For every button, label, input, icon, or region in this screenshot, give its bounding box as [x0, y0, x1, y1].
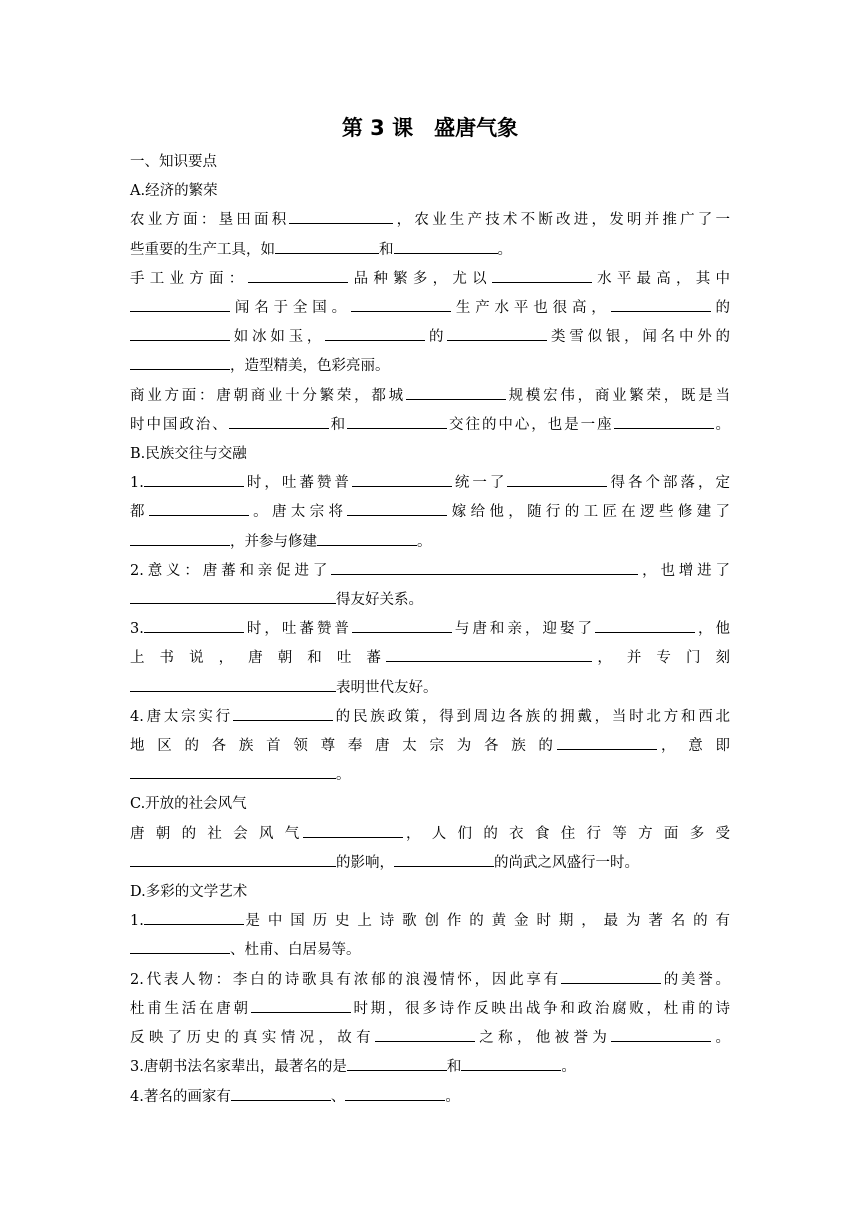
paragraph-d1-line2: 、杜甫、白居易等。 — [130, 936, 730, 965]
subsection-heading-c: C.开放的社会风气 — [130, 796, 247, 813]
blank-field[interactable] — [130, 355, 230, 370]
blank-field[interactable] — [557, 735, 657, 750]
paragraph-agriculture-line2: 些重要的生产工具，如 和 。 — [130, 236, 730, 265]
blank-field[interactable] — [331, 560, 638, 575]
paragraph-b1-line2: 都 。唐太宗将 嫁给他，随行的工匠在逻些修建了 — [130, 498, 730, 527]
paragraph-agriculture-line1: 农业方面：垦田面积 ，农业生产技术不断改进，发明并推广了一 — [130, 206, 730, 235]
blank-field[interactable] — [347, 501, 447, 516]
paragraph-b1-line3: ，并参与修建 。 — [130, 528, 730, 557]
blank-field[interactable] — [130, 531, 230, 546]
paragraph-b2-line1: 2.意义：唐蕃和亲促进了 ，也增进了 — [130, 557, 730, 586]
page-title: 第 3 课 盛唐气象 — [341, 116, 519, 140]
blank-field[interactable] — [275, 239, 379, 254]
blank-field[interactable] — [461, 1056, 561, 1071]
blank-field[interactable] — [248, 268, 348, 283]
paragraph-commerce-line2: 时中国政治、 和 交往的中心，也是一座 。 — [130, 411, 730, 440]
section-heading: 一、知识要点 — [130, 154, 217, 170]
paragraph-b3-line1: 3. 时，吐蕃赞普 与唐和亲，迎娶了 ，他 — [130, 615, 730, 644]
paragraph-d1-line1: 1. 是 中 国 历 史 上 诗 歌 创 作 的 黄 金 时 期 ， 最 为 著 名 的 有 — [130, 907, 730, 936]
paragraph-d2-line2: 杜甫生活在唐朝 时期，很多诗作反映出战争和政治腐败，杜甫的诗 — [130, 995, 730, 1024]
blank-field[interactable] — [251, 998, 351, 1013]
paragraph-b1-line1: 1. 时，吐蕃赞普 统一了 得各个部落，定 — [130, 469, 730, 498]
paragraph-b4-line3: 。 — [130, 761, 730, 790]
blank-field[interactable] — [406, 385, 506, 400]
blank-field[interactable] — [386, 647, 592, 662]
subsection-heading-b: B.民族交往与交融 — [130, 446, 247, 463]
blank-field[interactable] — [130, 764, 336, 779]
blank-field[interactable] — [347, 1056, 447, 1071]
paragraph-handicraft-line2: 闻名于全国。 生产水平也很高， 的 — [130, 294, 730, 323]
blank-field[interactable] — [447, 326, 547, 341]
paragraph-b3-line3: 表明世代友好。 — [130, 674, 730, 703]
blank-field[interactable] — [561, 969, 661, 984]
blank-field[interactable] — [303, 823, 403, 838]
blank-field[interactable] — [507, 472, 607, 487]
subsection-heading-a: A.经济的繁荣 — [130, 183, 218, 200]
blank-field[interactable] — [231, 1086, 331, 1101]
paragraph-b4-line2: 地 区 的 各 族 首 领 尊 奉 唐 太 宗 为 各 族 的 ， 意 即 — [130, 732, 730, 761]
blank-field[interactable] — [289, 209, 393, 224]
blank-field[interactable] — [347, 414, 447, 429]
paragraph-d4: 4.著名的画家有 、 。 — [130, 1083, 730, 1112]
blank-field[interactable] — [595, 618, 695, 633]
blank-field[interactable] — [130, 939, 230, 954]
blank-field[interactable] — [611, 297, 711, 312]
paragraph-handicraft-line1: 手工业方面： 品种繁多，尤以 水平最高，其中 — [130, 265, 730, 294]
blank-field[interactable] — [130, 297, 230, 312]
subsection-heading-d: D.多彩的文学艺术 — [130, 884, 248, 901]
paragraph-d2-line3: 反映了历史的真实情况，故有 之称，他被誉为 。 — [130, 1024, 730, 1053]
paragraph-b4-line1: 4.唐太宗实行 的民族政策，得到周边各族的拥戴，当时北方和西北 — [130, 703, 730, 732]
blank-field[interactable] — [325, 326, 425, 341]
blank-field[interactable] — [351, 297, 451, 312]
blank-field[interactable] — [317, 531, 417, 546]
blank-field[interactable] — [130, 589, 336, 604]
paragraph-b3-line2: 上 书 说 ， 唐 朝 和 吐 蕃 ， 并 专 门 刻 — [130, 644, 730, 673]
blank-field[interactable] — [345, 1086, 445, 1101]
blank-field[interactable] — [144, 618, 244, 633]
blank-field[interactable] — [352, 618, 452, 633]
blank-field[interactable] — [229, 414, 329, 429]
paragraph-commerce-line1: 商业方面：唐朝商业十分繁荣，都城 规模宏伟，商业繁荣，既是当 — [130, 382, 730, 411]
blank-field[interactable] — [375, 1027, 475, 1042]
blank-field[interactable] — [394, 852, 494, 867]
blank-field[interactable] — [352, 472, 452, 487]
blank-field[interactable] — [130, 326, 230, 341]
paragraph-d2-line1: 2.代表人物：李白的诗歌具有浓郁的浪漫情怀，因此享有 的美誉。 — [130, 966, 730, 995]
blank-field[interactable] — [492, 268, 592, 283]
paragraph-b2-line2: 得友好关系。 — [130, 586, 730, 615]
blank-field[interactable] — [233, 706, 333, 721]
paragraph-d3: 3.唐朝书法名家辈出，最著名的是 和 。 — [130, 1053, 730, 1082]
blank-field[interactable] — [130, 677, 336, 692]
blank-field[interactable] — [394, 239, 498, 254]
document-body — [130, 148, 730, 1112]
blank-field[interactable] — [611, 1027, 711, 1042]
blank-field[interactable] — [614, 414, 714, 429]
paragraph-handicraft-line3: 如冰如玉， 的 类雪似银，闻名中外的 — [130, 323, 730, 352]
blank-field[interactable] — [130, 852, 336, 867]
blank-field[interactable] — [149, 501, 249, 516]
paragraph-c-line1: 唐 朝 的 社 会 风 气 ， 人 们 的 衣 食 住 行 等 方 面 多 受 — [130, 820, 730, 849]
paragraph-c-line2: 的影响， 的尚武之风盛行一时。 — [130, 849, 730, 878]
blank-field[interactable] — [144, 472, 244, 487]
blank-field[interactable] — [144, 910, 244, 925]
paragraph-handicraft-line4: ，造型精美，色彩亮丽。 — [130, 352, 730, 381]
